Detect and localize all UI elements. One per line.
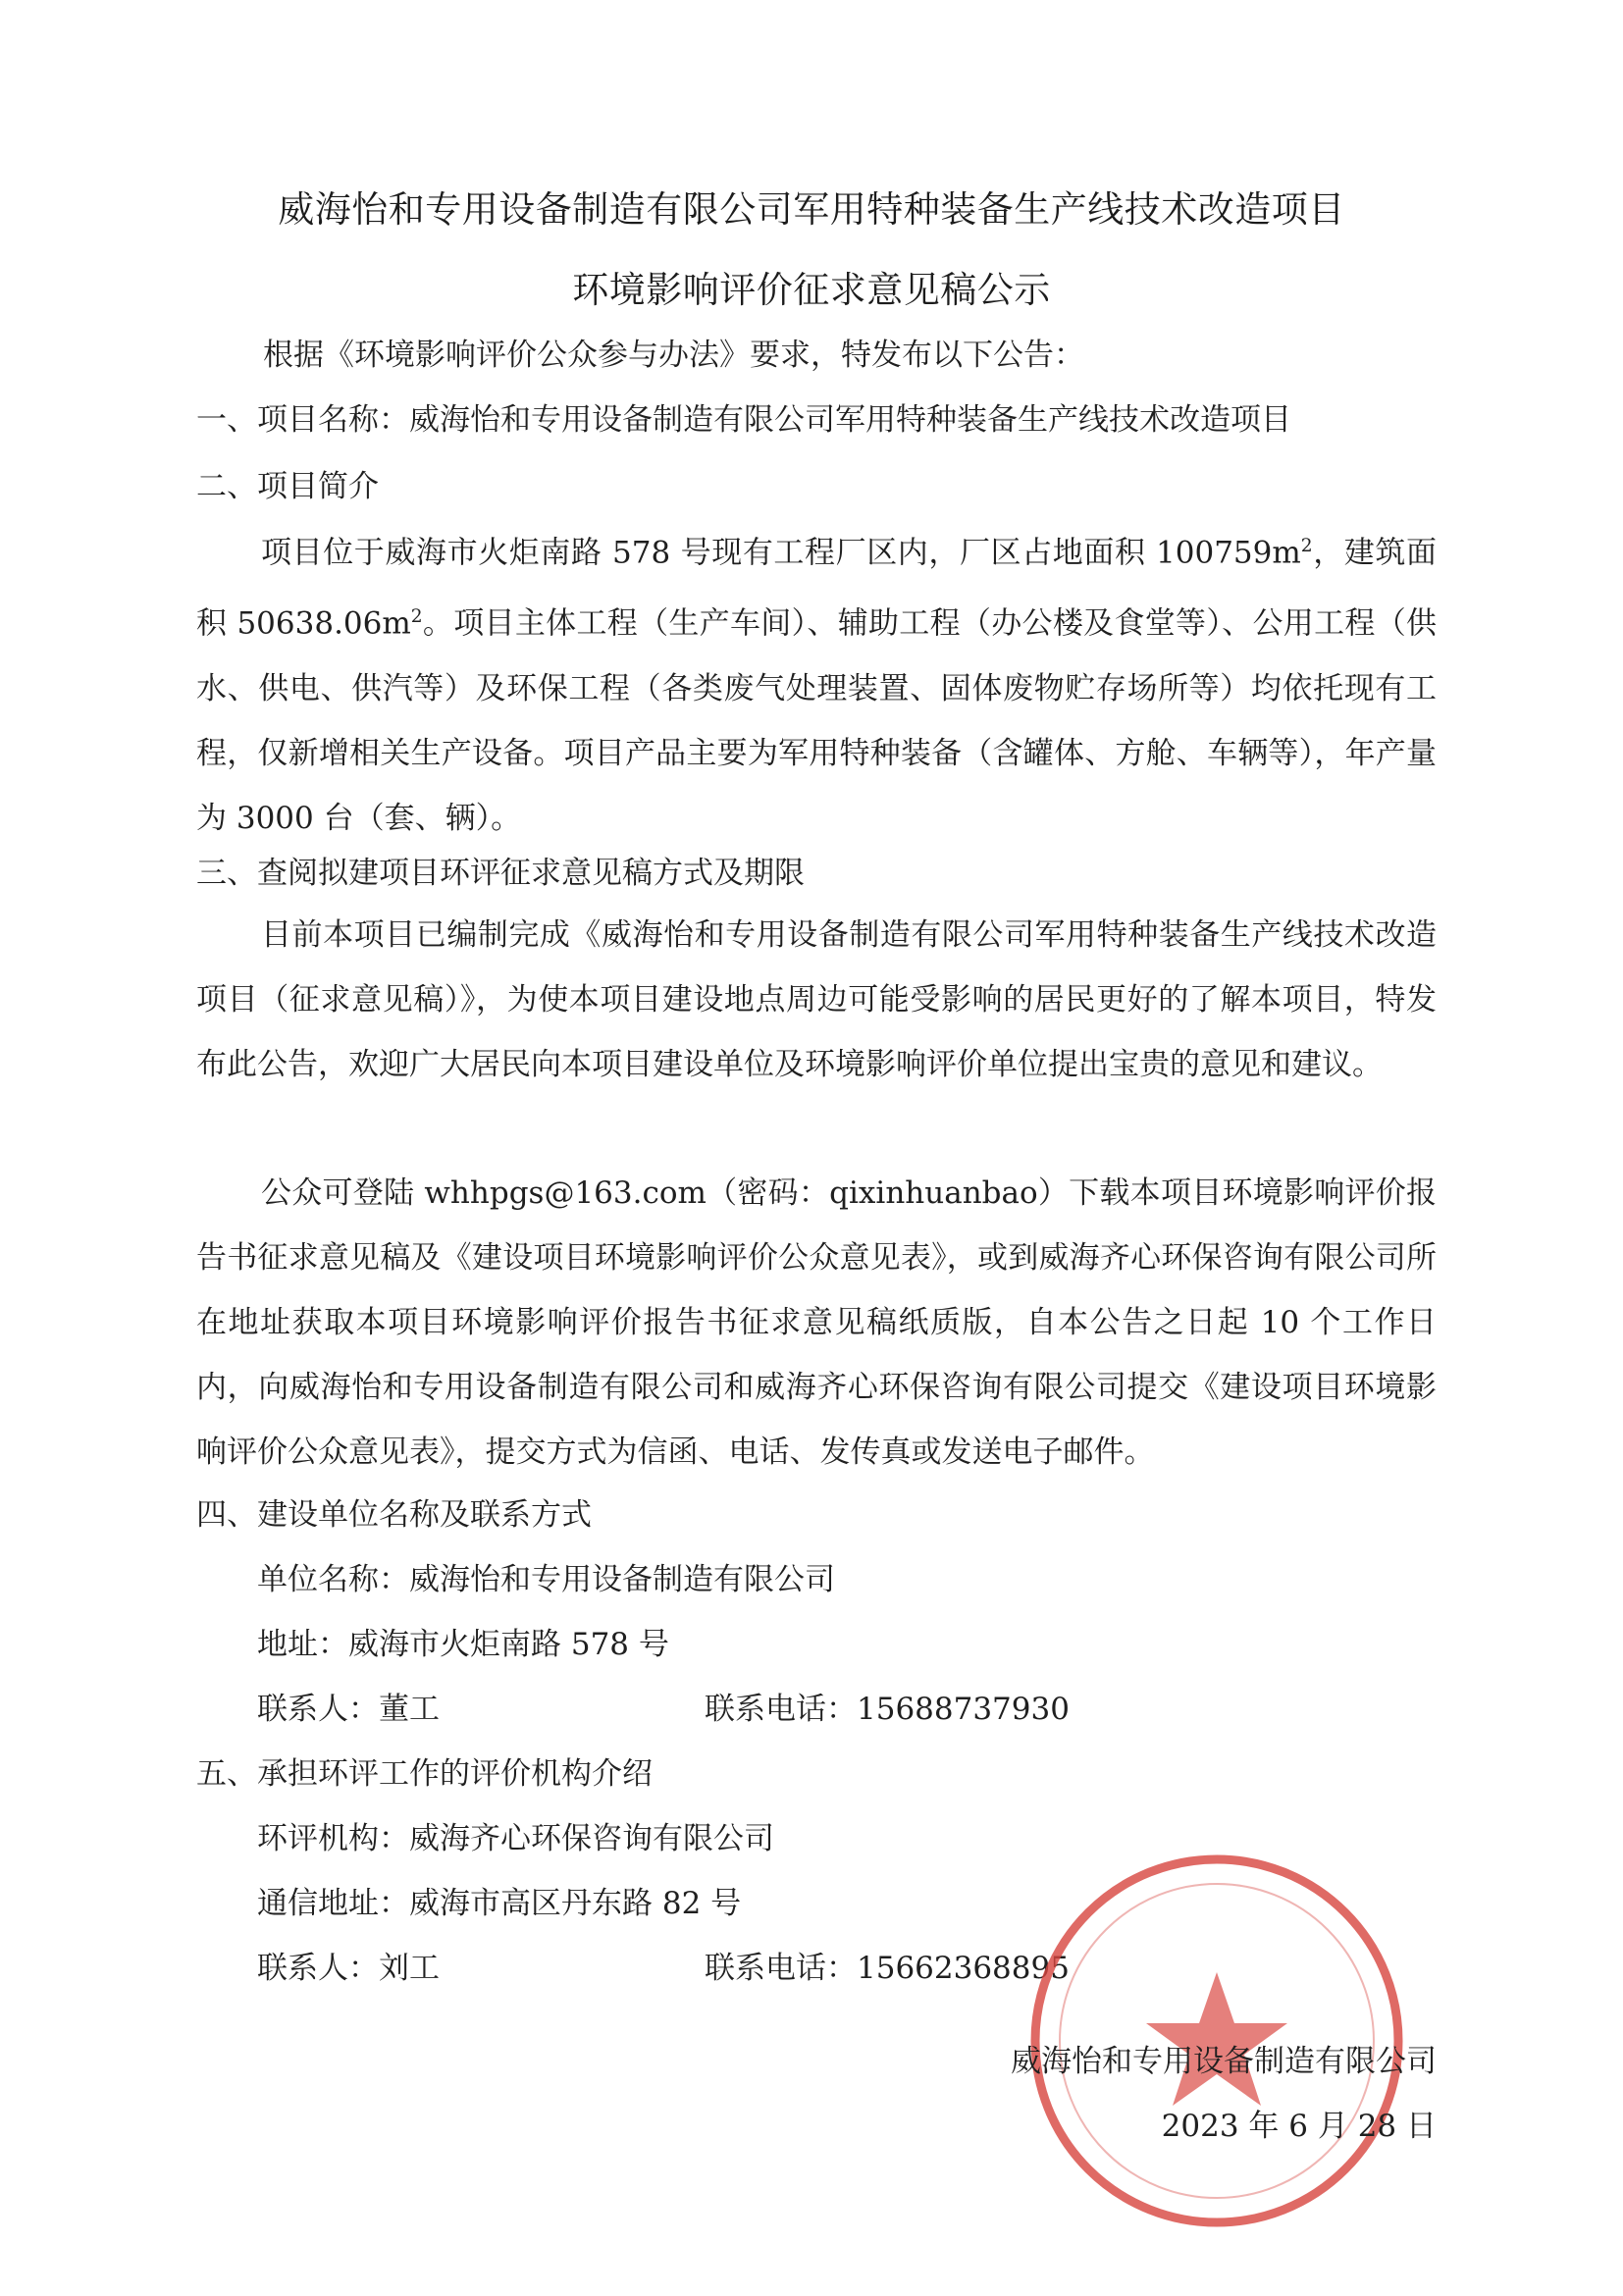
intro-text: 根据《环境影响评价公众参与办法》要求，特发布以下公告：: [263, 338, 1084, 373]
section-2-text-a: 项目位于威海市火炬南路 578 号现有工程厂区内，厂区占地面积 100759m: [261, 535, 1301, 571]
seal-star-icon: [1146, 1972, 1287, 2106]
contact-value: 董工: [379, 1692, 440, 1727]
superscript-2: 2: [410, 606, 423, 628]
org-phone-value: 15662368895: [857, 1951, 1070, 1986]
signature-company: 威海怡和专用设备制造有限公司: [1011, 2044, 1437, 2079]
section-5-phone: [705, 1949, 1070, 1988]
section-4-contact: [257, 1690, 440, 1729]
section-4-phone: [705, 1690, 1070, 1729]
org-phone-label: 联系电话：: [705, 1951, 857, 1986]
section-3-heading: 三、查阅拟建项目环评征求意见稿方式及期限: [196, 856, 805, 891]
signature-date: 2023 年 6 月 28 日: [1161, 2109, 1437, 2144]
section-5-contact: [257, 1949, 440, 1988]
org-value: 威海齐心环保咨询有限公司: [409, 1821, 774, 1856]
org-label: 环评机构：: [257, 1821, 409, 1856]
section-2-text-b: ，建筑面积 50638.06m: [196, 535, 1437, 642]
address-label: 地址：: [257, 1627, 348, 1662]
phone-value: 15688737930: [857, 1692, 1070, 1727]
superscript-1: 2: [1300, 536, 1313, 556]
org-contact-label: 联系人：: [257, 1951, 379, 1986]
section-5-org: [257, 1819, 774, 1858]
section-4-address: [257, 1625, 669, 1664]
section-1-value: 威海怡和专用设备制造有限公司军用特种装备生产线技术改造项目: [409, 402, 1291, 438]
title-line-1: 威海怡和专用设备制造有限公司军用特种装备生产线技术改造项目: [278, 188, 1345, 231]
section-1: [196, 400, 1291, 440]
section-5-heading: 五、承担环评工作的评价机构介绍: [196, 1756, 653, 1792]
section-2-heading: 二、项目简介: [196, 469, 379, 504]
org-address-value: 威海市高区丹东路 82 号: [409, 1886, 742, 1921]
org-address-label: 通信地址：: [257, 1886, 409, 1921]
section-4-heading: 四、建设单位名称及联系方式: [196, 1497, 592, 1533]
company-seal-stamp: [1021, 1845, 1413, 2237]
title-line-2: 环境影响评价征求意见稿公示: [572, 269, 1051, 311]
section-4-unit: [257, 1560, 835, 1599]
unit-value: 威海怡和专用设备制造有限公司: [409, 1562, 835, 1597]
section-1-heading: 一、项目名称：: [196, 402, 409, 438]
org-contact-value: 刘工: [379, 1951, 440, 1986]
address-value: 威海市火炬南路 578 号: [348, 1627, 669, 1662]
unit-label: 单位名称：: [257, 1562, 409, 1597]
contact-label: 联系人：: [257, 1692, 379, 1727]
section-5-address: [257, 1884, 741, 1923]
section-2-text-c: 。项目主体工程（生产车间）、辅助工程（办公楼及食堂等）、公用工程（供水、供电、供汽等）及环保工程（各类废气处理装置、固体废物贮存场所等）均依托现有工程，仅新增相关生产设备。项目产品主要为军用特种装备（含罐体、方舱、车辆等），年产量为 3000 台（套、辆）。: [196, 605, 1437, 836]
section-3-paragraph-1: 目前本项目已编制完成《威海怡和专用设备制造有限公司军用特种装备生产线技术改造项目（征求意见稿）》，为使本项目建设地点周边可能受影响的居民更好的了解本项目，特发布此公告，欢迎广大居民向本项目建设单位及环境影响评价单位提出宝贵的意见和建议。: [196, 917, 1437, 1082]
section-2-paragraph: [196, 514, 1437, 851]
phone-label: 联系电话：: [705, 1692, 857, 1727]
section-3-paragraph-2: 公众可登陆 whhpgs@163.com（密码：qixinhuanbao）下载本项目环境影响评价报告书征求意见稿及《建设项目环境影响评价公众意见表》，或到威海齐心环保咨询有限公司所在地址获取本项目环境影响评价报告书征求意见稿纸质版，自本公告之日起 10 个工作日内，向威海怡和专用设备制造有限公司和威海齐心环保咨询有限公司提交《建设项目环境影响评价公众意见表》，提交方式为信函、电话、发传真或发送电子邮件。: [196, 1175, 1437, 1470]
